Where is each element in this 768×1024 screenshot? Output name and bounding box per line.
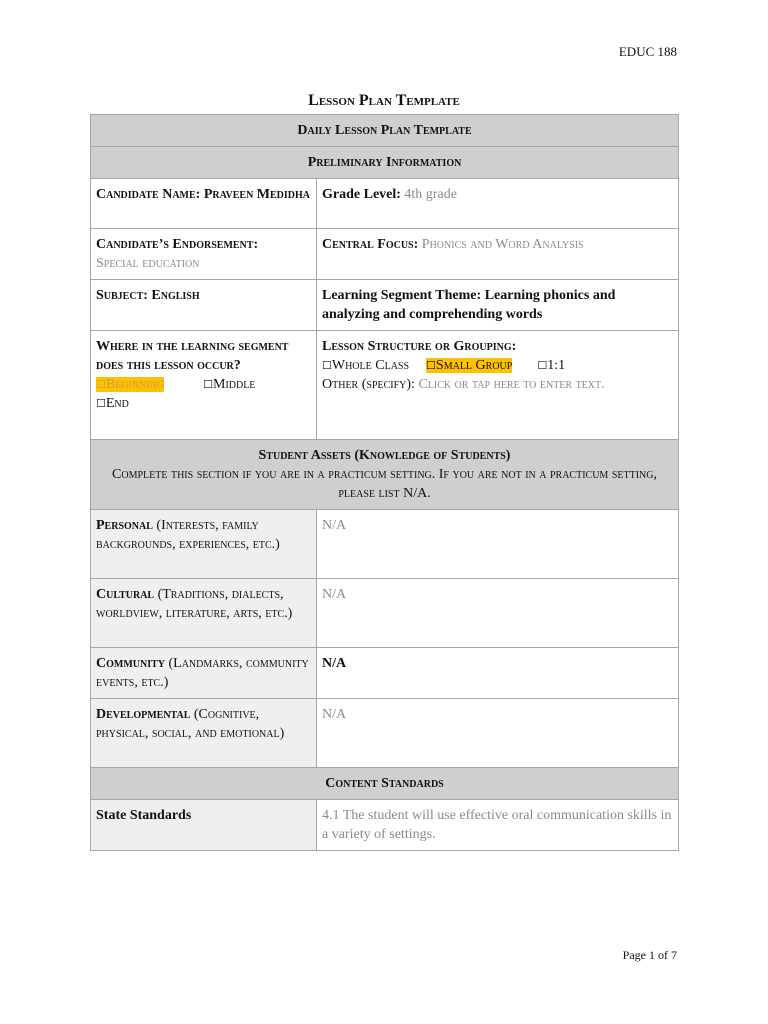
section-daily-lesson-plan: Daily Lesson Plan Template — [91, 115, 679, 147]
option-middle[interactable]: ☐Middle — [203, 377, 256, 392]
option-small-group[interactable]: ☐Small Group — [426, 358, 513, 373]
table-row — [91, 331, 679, 440]
other-specify-input[interactable]: Click or tap here to enter text. — [418, 377, 605, 392]
section-content-standards: Content Standards — [91, 768, 679, 800]
state-standards-label: State Standards — [91, 800, 317, 851]
table-row — [91, 800, 679, 851]
option-one-to-one[interactable]: ☐1:1 — [537, 358, 566, 373]
where-in-segment-label: Where in the learning segment does this lesson occur? — [96, 339, 289, 373]
candidate-name-label: Candidate Name: — [96, 187, 201, 202]
grade-level-label: Grade Level: — [322, 187, 401, 202]
endorsement-value[interactable]: Special education — [96, 256, 200, 271]
option-whole-class[interactable]: ☐Whole Class — [322, 358, 410, 373]
table-row — [91, 280, 679, 331]
developmental-value[interactable]: N/A — [317, 699, 679, 768]
cultural-description: (Traditions, dialects, worldview, literature, arts, etc.) — [96, 587, 293, 621]
segment-theme-label: Learning Segment Theme: — [322, 288, 482, 303]
student-assets-title: Student Assets (Knowledge of Students) — [258, 448, 511, 463]
table-row — [91, 579, 679, 648]
endorsement-label: Candidate’s Endorsement: — [96, 237, 259, 252]
community-label: Community — [96, 656, 165, 671]
cultural-value[interactable]: N/A — [317, 579, 679, 648]
community-description: (Landmarks, community events, etc.) — [96, 656, 309, 690]
cultural-label: Cultural — [96, 587, 155, 602]
subject-label: Subject: English — [96, 288, 200, 303]
checkbox-icon: ☐ — [96, 378, 106, 391]
checkbox-icon: ☐ — [203, 378, 213, 391]
community-value[interactable]: N/A — [317, 648, 679, 699]
lesson-structure-label: Lesson Structure or Grouping: — [322, 339, 517, 354]
checkbox-icon: ☐ — [426, 359, 436, 372]
page-number: Page 1 of 7 — [622, 948, 677, 962]
table-row — [91, 510, 679, 579]
header-course: EDUC 188 — [618, 44, 677, 59]
student-assets-instructions: Complete this section if you are in a practicum setting. If you are not in a practicum setting, please list N/A. — [112, 467, 657, 501]
personal-value[interactable]: N/A — [317, 510, 679, 579]
segment-theme-value[interactable]: Learning phonics and analyzing and comprehending words — [322, 288, 616, 322]
state-standards-value[interactable]: 4.1 The student will use effective oral communication skills in a variety of settings. — [317, 800, 679, 851]
option-beginning[interactable]: ☐Beginning — [96, 377, 165, 392]
table-row — [91, 648, 679, 699]
central-focus-label: Central Focus: — [322, 237, 419, 252]
checkbox-icon: ☐ — [96, 397, 106, 410]
other-specify-label: Other (specify): — [322, 377, 415, 392]
option-end[interactable]: ☐End — [96, 396, 129, 411]
candidate-name-value[interactable]: Praveen Medidha — [203, 187, 311, 202]
personal-description: (Interests, family backgrounds, experiences, etc.) — [96, 518, 280, 552]
table-row — [91, 179, 679, 229]
developmental-description: (Cognitive, physical, social, and emotional) — [96, 707, 285, 741]
table-row — [91, 699, 679, 768]
grade-level-value[interactable]: 4th grade — [404, 187, 457, 202]
central-focus-value[interactable]: Phonics and Word Analysis — [421, 237, 584, 252]
lesson-plan-table — [90, 114, 679, 851]
personal-label: Personal — [96, 518, 153, 533]
document-title: Lesson Plan Template — [308, 92, 460, 109]
developmental-label: Developmental — [96, 707, 191, 722]
checkbox-icon: ☐ — [537, 359, 548, 372]
table-row — [91, 229, 679, 280]
checkbox-icon: ☐ — [322, 359, 332, 372]
section-preliminary-information: Preliminary Information — [91, 147, 679, 179]
